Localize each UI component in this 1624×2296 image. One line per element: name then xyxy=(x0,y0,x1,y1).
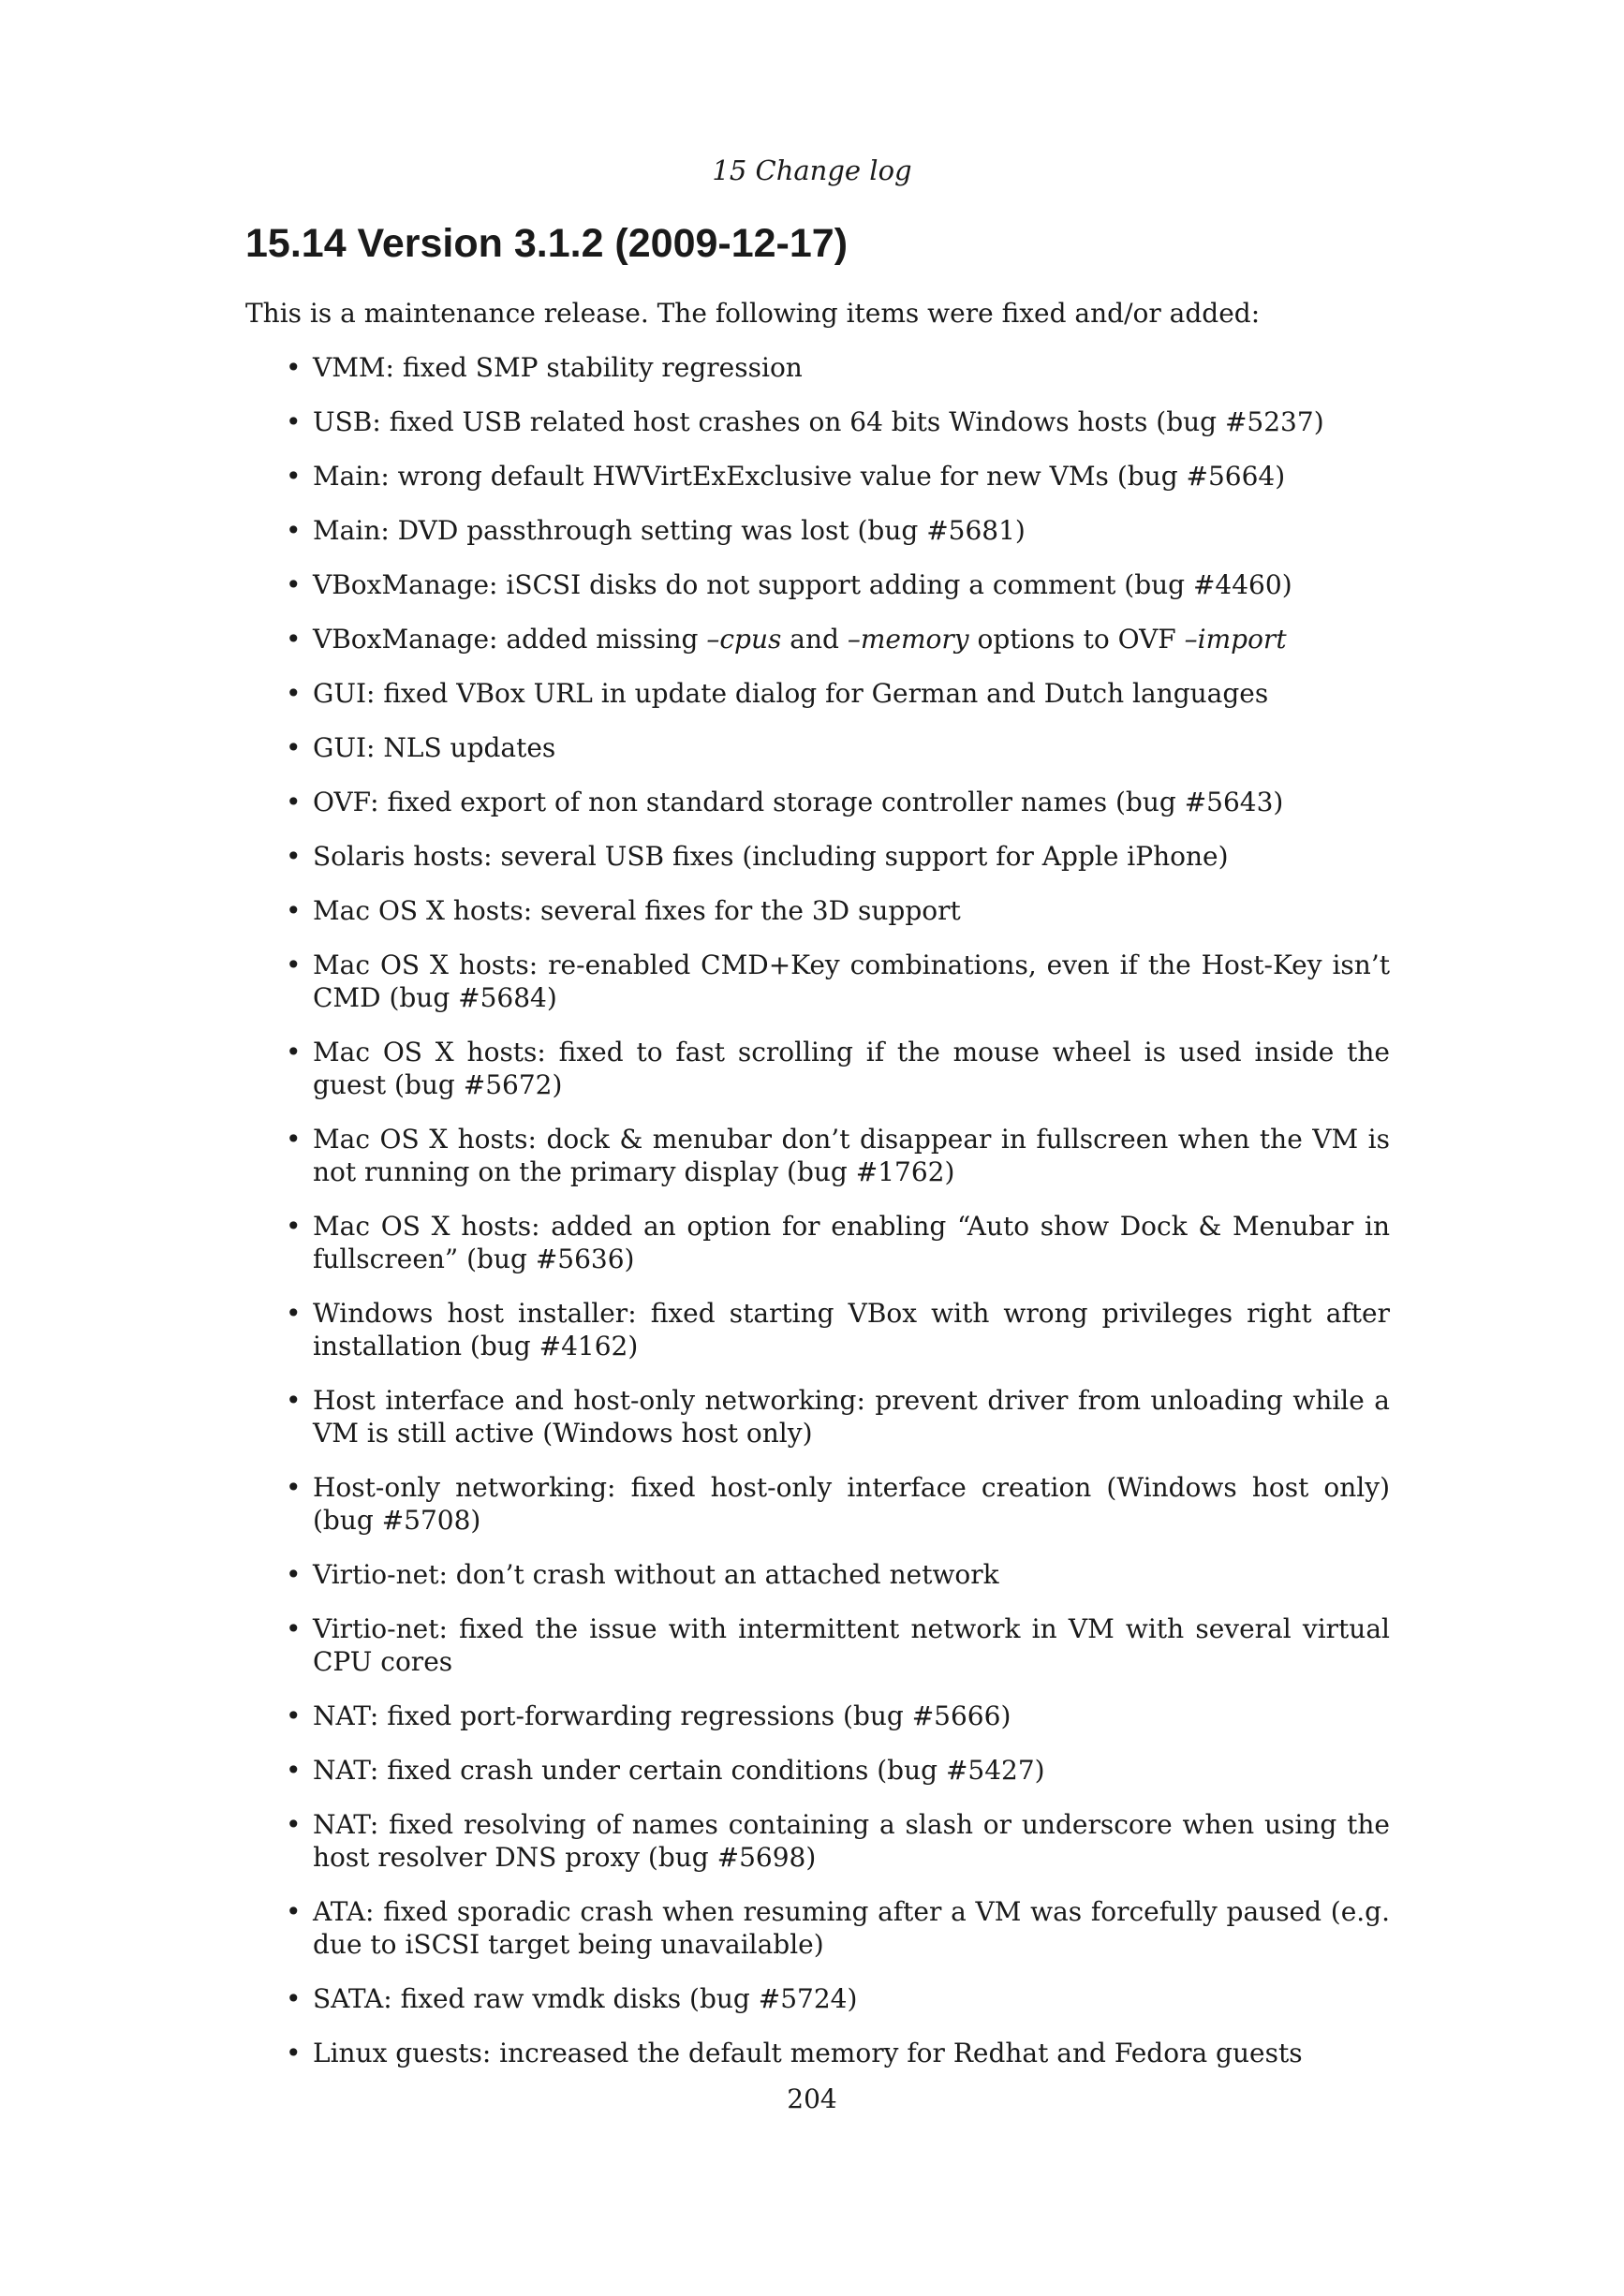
list-item: • Host interface and host-only networking: prevent driver from unloading while a VM is still active (Windows host only) xyxy=(286,1385,1390,1449)
list-item: • Mac OS X hosts: dock & menubar don’t disappear in fullscreen when the VM is not running on the primary display (bug #1762) xyxy=(286,1124,1390,1187)
page-number: 204 xyxy=(787,2083,837,2114)
bullet-icon: • xyxy=(286,841,302,872)
bullet-icon: • xyxy=(286,624,302,655)
list-item: • Virtio-net: don’t crash without an attached network xyxy=(286,1559,999,1590)
bullet-icon: • xyxy=(286,1896,302,1927)
list-item: • Main: wrong default HWVirtExExclusive value for new VMs (bug #5664) xyxy=(286,461,1286,492)
bullet-icon: • xyxy=(286,1385,302,1416)
list-item: • GUI: NLS updates xyxy=(286,732,556,763)
bullet-icon: • xyxy=(286,1124,302,1155)
list-item: • NAT: fixed resolving of names containing a slash or underscore when using the host resolver DNS proxy (bug #5698) xyxy=(286,1809,1390,1873)
bullet-icon: • xyxy=(286,406,302,437)
list-item: • Virtio-net: fixed the issue with intermittent network in VM with several virtual CPU cores xyxy=(286,1613,1390,1677)
list-item: • Solaris hosts: several USB fixes (including support for Apple iPhone) xyxy=(286,841,1229,872)
bullet-icon: • xyxy=(286,949,302,980)
list-item: • Host-only networking: fixed host-only interface creation (Windows host only) (bug #5708) xyxy=(286,1472,1390,1536)
bullet-icon: • xyxy=(286,1983,302,2014)
bullet-icon: • xyxy=(286,1809,302,1840)
list-item: • Mac OS X hosts: re-enabled CMD+Key combinations, even if the Host-Key isn’t CMD (bug #5684) xyxy=(286,949,1390,1013)
bullet-icon: • xyxy=(286,1211,302,1242)
list-item: • VMM: fixed SMP stability regression xyxy=(286,352,803,383)
list-item: • GUI: fixed VBox URL in update dialog for German and Dutch languages xyxy=(286,678,1269,709)
section-title: 15.14 Version 3.1.2 (2009-12-17) xyxy=(245,221,849,266)
bullet-icon: • xyxy=(286,1613,302,1644)
list-item: • SATA: fixed raw vmdk disks (bug #5724) xyxy=(286,1983,858,2014)
list-item: • Mac OS X hosts: several fixes for the 3D support xyxy=(286,895,961,926)
list-item: • ATA: fixed sporadic crash when resuming after a VM was forcefully paused (e.g. due to iSCSI target being unavailable) xyxy=(286,1896,1390,1960)
bullet-icon: • xyxy=(286,1298,302,1329)
section-intro: This is a maintenance release. The following items were fixed and/or added: xyxy=(245,298,1261,329)
bullet-icon: • xyxy=(286,352,302,383)
list-item: • Linux guests: increased the default memory for Redhat and Fedora guests xyxy=(286,2038,1303,2068)
bullet-icon: • xyxy=(286,1559,302,1590)
bullet-icon: • xyxy=(286,1037,302,1067)
list-item: • Mac OS X hosts: added an option for enabling “Auto show Dock & Menubar in fullscreen” (bug #5636) xyxy=(286,1211,1390,1274)
bullet-icon: • xyxy=(286,515,302,546)
list-item: • OVF: fixed export of non standard storage controller names (bug #5643) xyxy=(286,787,1284,817)
bullet-icon: • xyxy=(286,678,302,709)
running-header: 15 Change log xyxy=(712,155,912,186)
bullet-icon: • xyxy=(286,732,302,763)
list-item: • Main: DVD passthrough setting was lost (bug #5681) xyxy=(286,515,1026,546)
bullet-icon: • xyxy=(286,1755,302,1786)
list-item: • Windows host installer: fixed starting VBox with wrong privileges right after installation (bug #4162) xyxy=(286,1298,1390,1361)
changelog-list xyxy=(286,351,1390,2091)
list-item: • VBoxManage: added missing –cpus and –memory options to OVF –import xyxy=(286,624,1287,655)
bullet-icon: • xyxy=(286,787,302,817)
bullet-icon: • xyxy=(286,1472,302,1503)
bullet-icon: • xyxy=(286,895,302,926)
list-item: • USB: fixed USB related host crashes on 64 bits Windows hosts (bug #5237) xyxy=(286,406,1324,437)
bullet-icon: • xyxy=(286,1700,302,1731)
list-item: • NAT: fixed port-forwarding regressions (bug #5666) xyxy=(286,1700,1011,1731)
bullet-icon: • xyxy=(286,2038,302,2068)
bullet-icon: • xyxy=(286,461,302,492)
list-item: • NAT: fixed crash under certain conditions (bug #5427) xyxy=(286,1755,1045,1786)
list-item: • Mac OS X hosts: fixed to fast scrolling if the mouse wheel is used inside the guest (bug #5672) xyxy=(286,1037,1390,1100)
list-item: • VBoxManage: iSCSI disks do not support adding a comment (bug #4460) xyxy=(286,569,1292,600)
bullet-icon: • xyxy=(286,569,302,600)
